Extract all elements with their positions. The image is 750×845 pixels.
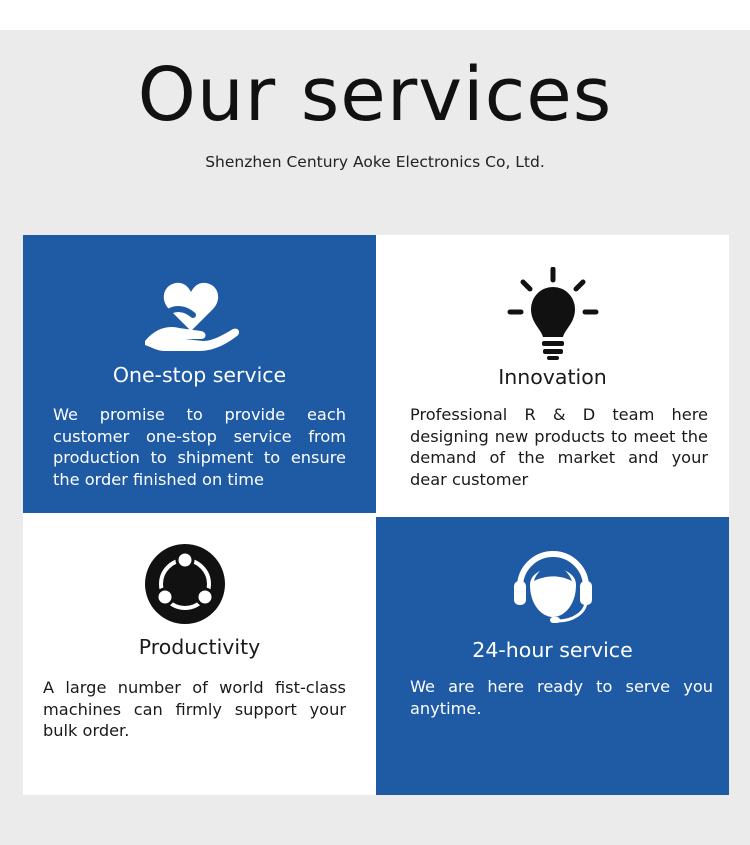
lightbulb-icon — [507, 267, 599, 365]
service-description: A large number of world fist-class machines can firmly support your bulk order. — [43, 678, 346, 740]
service-card-productivity — [23, 513, 376, 795]
service-description: We are here ready to serve you anytime. — [410, 677, 713, 718]
service-card-24-hour — [376, 517, 729, 795]
heart-in-hand-icon — [143, 273, 239, 357]
page-title: Our services — [137, 52, 613, 138]
service-description: We promise to provide each customer one-stop service from production to shipment to ensure the order finished on time — [53, 405, 346, 489]
company-subtitle: Shenzhen Century Aoke Electronics Co, Ltd. — [205, 153, 545, 171]
top-strip — [0, 0, 750, 30]
service-title: Innovation — [498, 365, 607, 389]
service-title: One-stop service — [112, 363, 287, 387]
service-card-innovation — [376, 235, 729, 517]
service-title: Productivity — [138, 635, 261, 659]
connected-circles-icon — [144, 543, 226, 629]
service-description: Professional R & D team here designing new products to meet the demand of the market and your dear customer — [410, 405, 708, 489]
service-title: 24-hour service — [472, 638, 633, 662]
service-card-one-stop — [23, 235, 376, 513]
headset-agent-icon — [512, 543, 594, 629]
